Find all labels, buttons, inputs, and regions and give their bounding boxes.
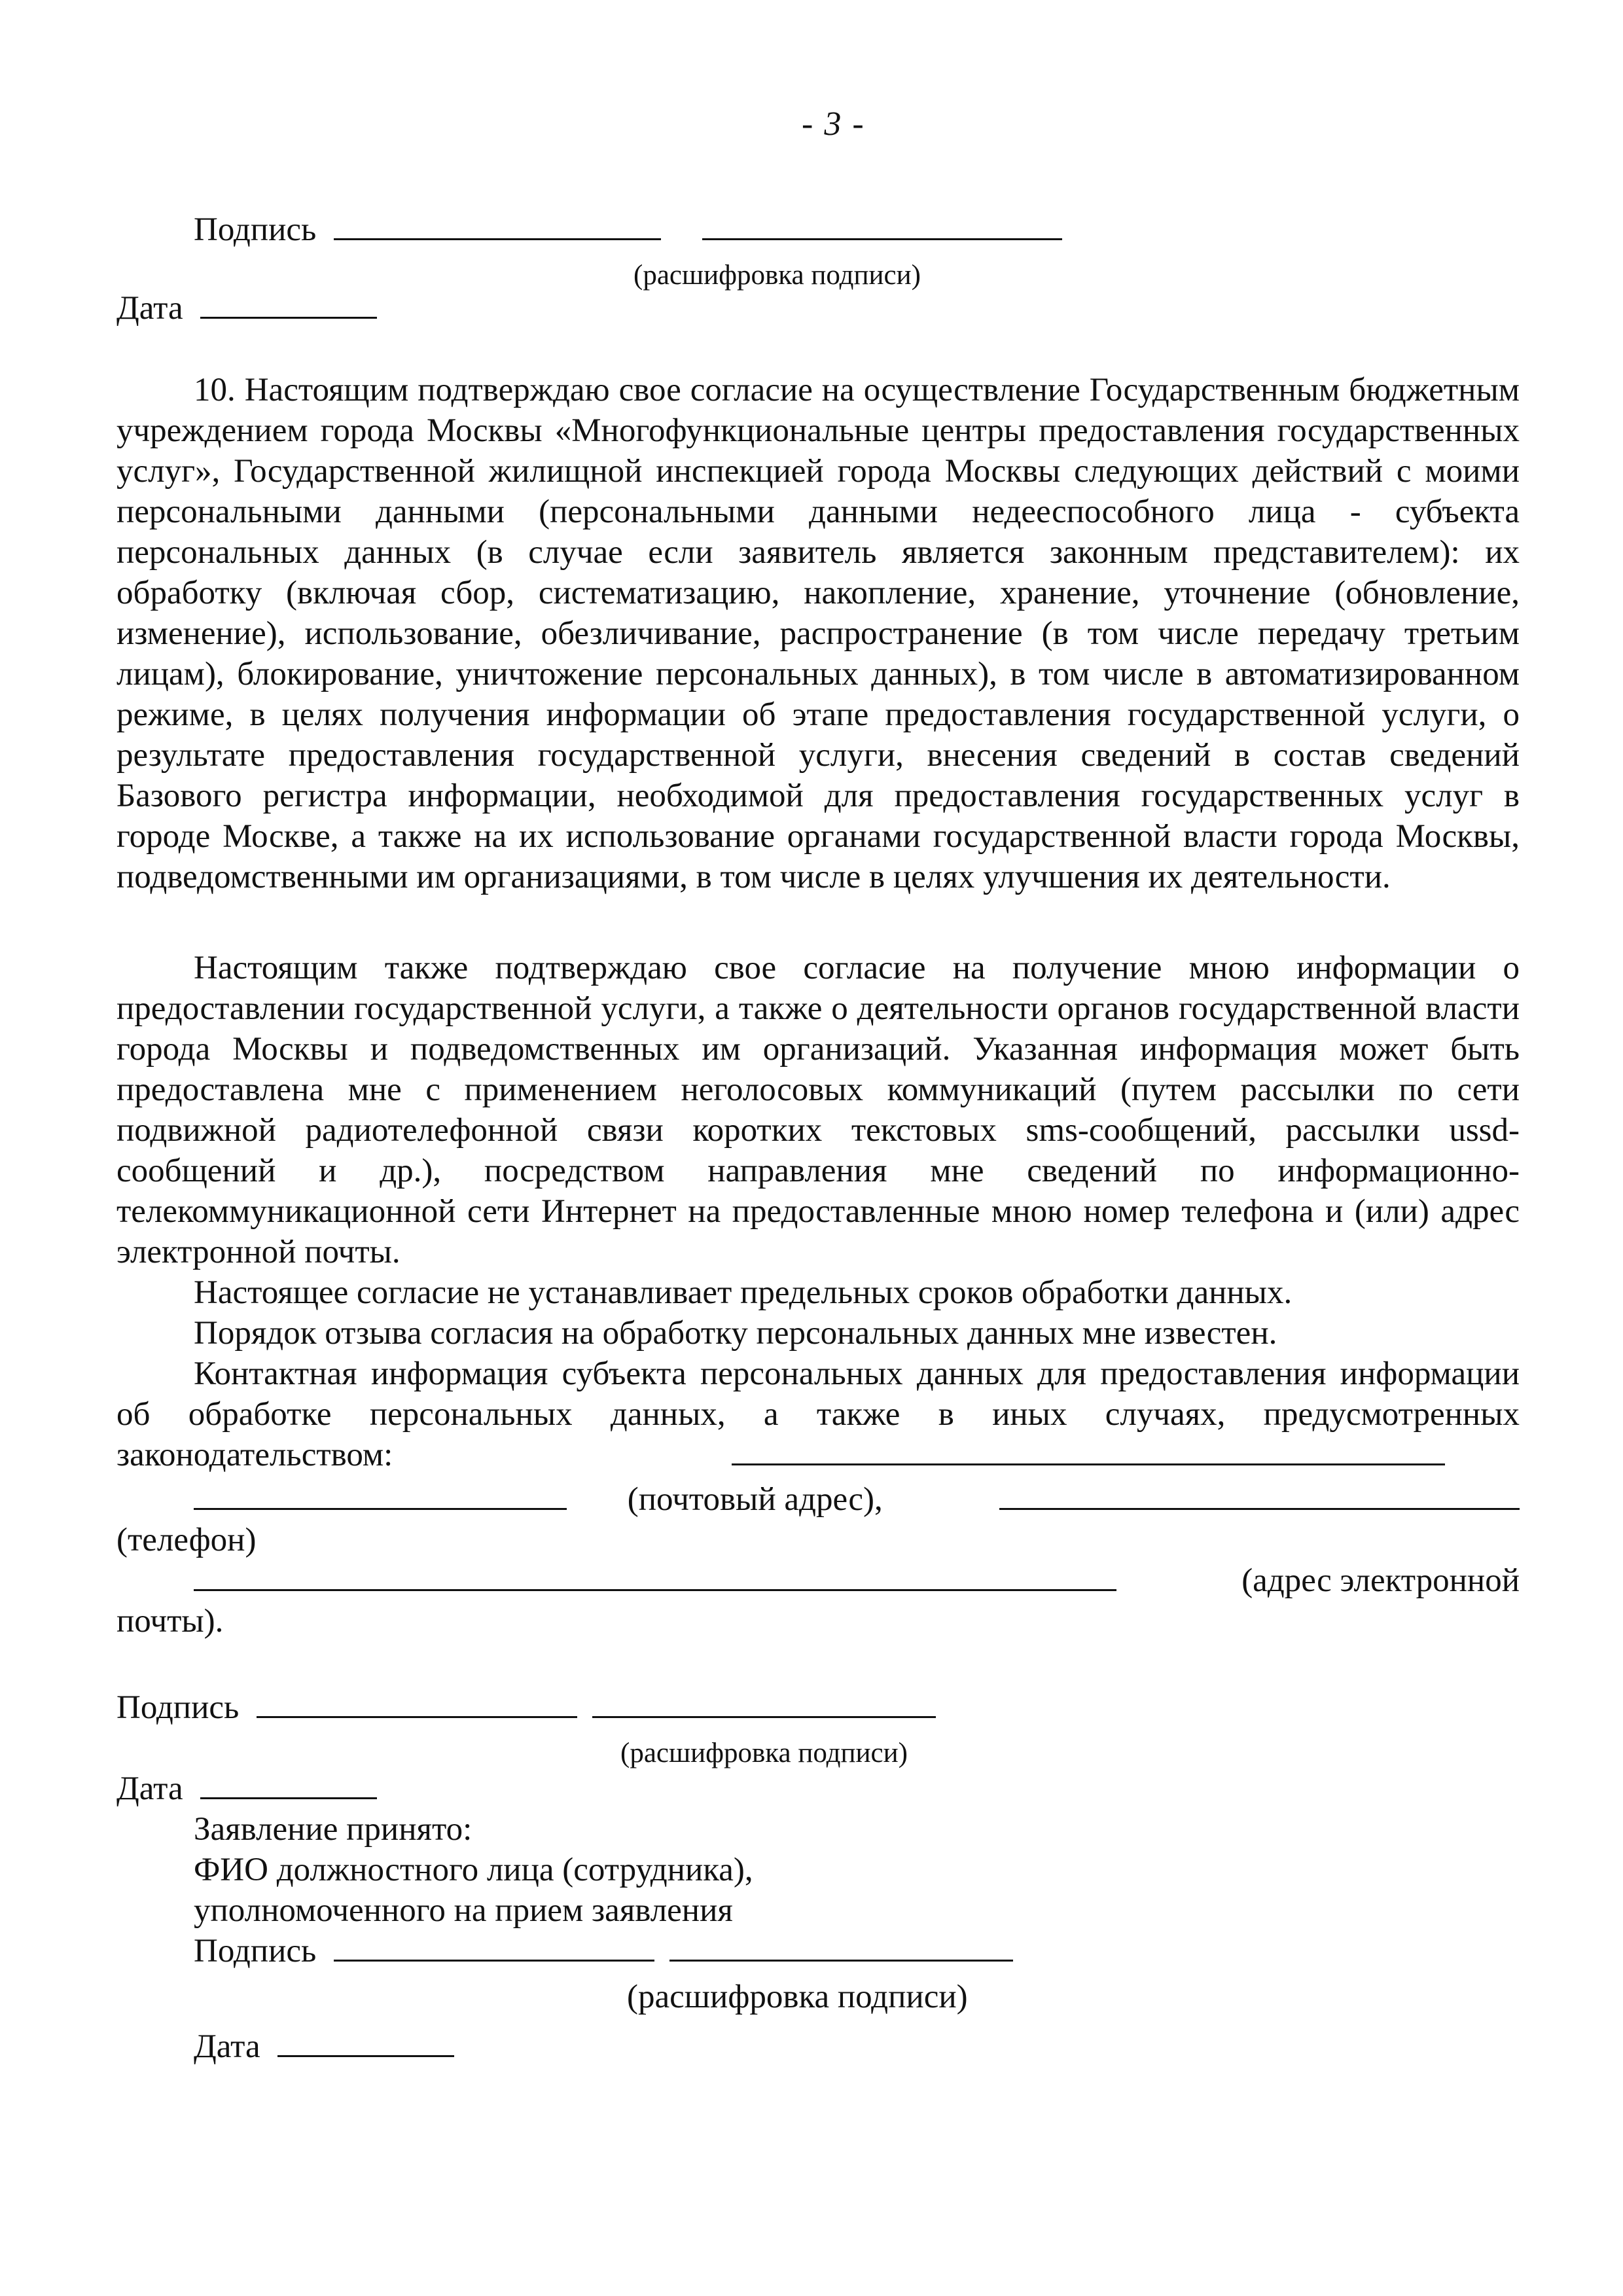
signature-label: Подпись [116, 1689, 240, 1726]
contact-info-paragraph: Контактная информация субъекта персональных данных для предоставления информации об обработке персональных данных, а также в иных случаях, предусмотренных законодательством: [116, 1355, 1520, 1473]
date-label: Дата [116, 290, 183, 327]
signature-decoding-line[interactable] [592, 1687, 936, 1718]
official-date-row [194, 2026, 454, 2067]
consent-paragraph-1: 10. Настоящим подтверждаю свое согласие на осуществление Государственным бюджетным учреждением города Москвы «Многофункциональные центры предоставления государственных услуг», Государственной жилищной инспекцией города Москвы следующих действий с моими персональными данными (персональными данными недееспособного лица - субъекта персональных данных (в случае если заявитель является законным представителем): их обработку (включая сбор, систематизацию, накопление, хранение, уточнение (обновление, изменение), использование, обезличивание, распространение (в том числе передачу третьим лицам), блокирование, уничтожение персональных данных), в том числе в автоматизированном режиме, в целях получения информации об этапе предоставления государственной услуги, о результате предоставления государственной услуги, внесения сведений в состав сведений Базового регистра информации, необходимой для предоставления государственных услуг в городе Москве, а также на их использование органами государственной власти города Москвы, подведомственными им организациями, в том числе в целях улучшения их деятельности. [116, 372, 1520, 895]
official-role-label: уполномоченного на прием заявления [194, 1892, 733, 1929]
date-label: Дата [116, 1770, 183, 1807]
date-line[interactable] [200, 288, 377, 319]
official-name-label: ФИО должностного лица (сотрудника), [194, 1852, 753, 1888]
date-line[interactable] [200, 1768, 377, 1799]
signature-row [194, 209, 1062, 250]
consent-paragraph-3: Настоящее согласие не устанавливает предельных сроков обработки данных. [194, 1274, 1293, 1311]
signature-label: Подпись [194, 211, 317, 248]
consent-paragraph-2: Настоящим также подтверждаю свое согласие на получение мною информации о предоставлении государственной услуги, а также о деятельности органов государственной власти города Москвы и подведомственных им организаций. Указанная информация может быть предоставлена мне с применением неголосовых коммуникаций (путем рассылки по сети подвижной радиотелефонной связи коротких текстовых sms-сообщений, рассылки ussd-сообщений и др.), посредством направления мне сведений по информационно-телекоммуникационной сети Интернет на предоставленные мною номер телефона и (или) адрес электронной почты. [116, 950, 1520, 1270]
accepted-title: Заявление принято: [194, 1811, 473, 1848]
email-label-part2: почты). [116, 1603, 224, 1640]
postal-address-line[interactable] [194, 1479, 567, 1510]
phone-label: (телефон) [116, 1522, 257, 1558]
date-label: Дата [194, 2028, 260, 2065]
date-row [116, 1768, 377, 1809]
signature-line[interactable] [334, 209, 661, 240]
date-line[interactable] [277, 2026, 454, 2057]
page-number: - 3 - [802, 105, 865, 143]
applicant-signature-row [116, 1687, 936, 1728]
signature-caption: (расшифровка подписи) [627, 1979, 968, 2015]
signature-line[interactable] [257, 1687, 577, 1718]
signature-decoding-line[interactable] [702, 209, 1062, 240]
phone-line[interactable] [999, 1479, 1520, 1510]
date-row [116, 288, 377, 329]
signature-line[interactable] [334, 1931, 654, 1962]
email-line[interactable] [194, 1560, 1116, 1591]
official-signature-row [194, 1931, 1013, 1971]
consent-paragraph-4: Порядок отзыва согласия на обработку персональных данных мне известен. [194, 1315, 1277, 1352]
postal-address-row [194, 1479, 1520, 1520]
email-label-part1: (адрес электронной [1241, 1562, 1520, 1599]
email-row [116, 1560, 1520, 1601]
signature-decoding-line[interactable] [669, 1931, 1013, 1962]
legislation-contact-line[interactable] [732, 1435, 1445, 1465]
signature-caption: (расшифровка подписи) [633, 260, 921, 291]
signature-label: Подпись [194, 1933, 317, 1969]
postal-address-label: (почтовый адрес), [627, 1481, 883, 1518]
signature-caption: (расшифровка подписи) [620, 1738, 908, 1768]
